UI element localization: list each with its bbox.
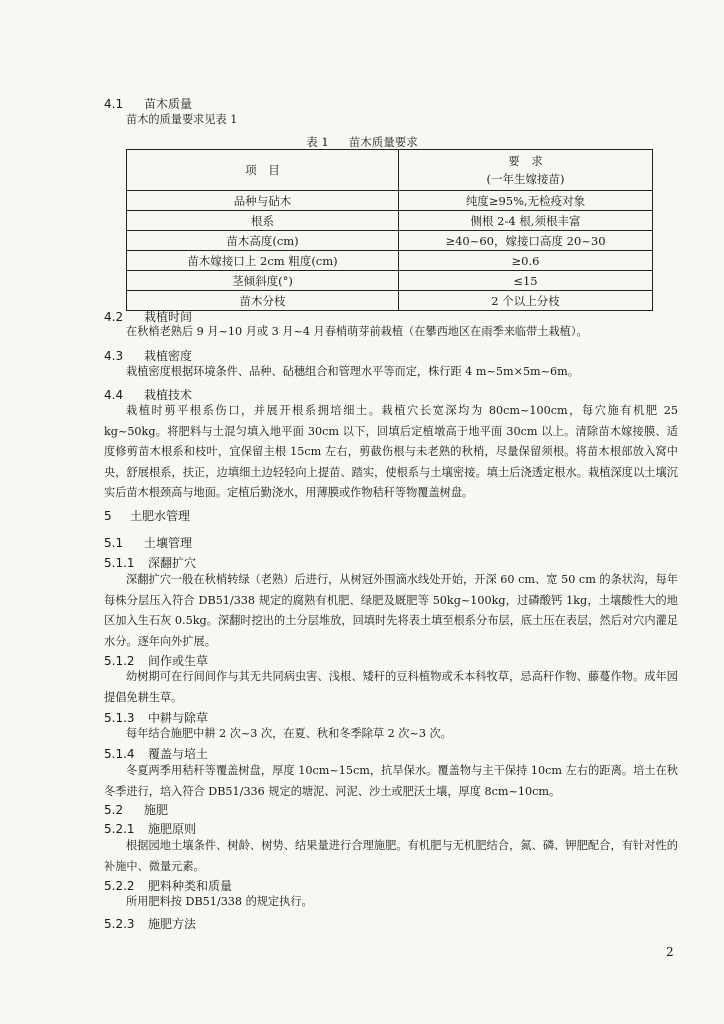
heading-5-1-1: 5.1.1 深翻扩穴 [104,556,197,570]
table-header-row [127,150,653,191]
paragraph-5-2-1: 根据园地土壤条件、树龄、树势、结果量进行合理施肥。有机肥与无机肥结合，氮、磷、钾肥配合，有针对性的补施中、微量元素。 [104,839,678,873]
table-row: 苗木高度(cm) ≥40~60，嫁接口高度 20~30 [127,231,653,251]
heading-5-1-2: 5.1.2 间作或生草 [104,654,209,668]
paragraph-5-1-1: 深翻扩穴一般在秋梢转绿（老熟）后进行，从树冠外围滴水线处开始，开深 60 cm、宽 50 cm 的条状沟，每年每株分层压入符合 DB51/338 规定的腐熟有机肥、绿肥及厩肥等 50kg~100kg，过磷酸钙 1kg，土壤酸性大的地区加入生石灰 0.5kg。深翻时挖出的土分层堆放，回填时先将表土填至根系分布层，底土压在表层，然后对穴内灌足水分。逐年向外扩展。 [104,573,678,648]
page-number: 2 [666,945,674,959]
paragraph-5-2-2: 所用肥料按 DB51/338 的规定执行。 [126,895,313,908]
table-row: 品种与砧木 纯度≥95%,无检疫对象 [127,191,653,211]
heading-5: 5 土肥水管理 [104,509,191,523]
seedling-quality-table [126,149,653,311]
paragraph-5-1-2: 幼树期可在行间间作与其无共同病虫害、浅根、矮秆的豆科植物或禾本科牧草，忌高秆作物、藤蔓作物。成年园提倡免耕生草。 [104,670,678,704]
heading-5-1: 5.1 土壤管理 [104,536,193,550]
heading-4-3: 4.3 栽植密度 [104,349,193,363]
heading-5-1-4: 5.1.4 覆盖与培土 [104,747,209,761]
heading-4-1: 4.1 苗木质量 [104,97,193,111]
paragraph-4-2: 在秋梢老熟后 9 月~10 月或 3 月~4 月春梢萌芽前栽植（在攀西地区在雨季来临带土栽植）。 [126,325,588,338]
heading-5-1-3: 5.1.3 中耕与除草 [104,711,209,725]
table-row: 苗木嫁接口上 2cm 粗度(cm) ≥0.6 [127,251,653,271]
table-row: 茎倾斜度(°) ≤15 [127,271,653,291]
table-caption: 表 1 苗木质量要求 [306,135,418,149]
heading-5-2-1: 5.2.1 施肥原则 [104,822,197,836]
header-requirement: 要 求 (一年生嫁接苗) [399,150,653,191]
paragraph-4-3: 栽植密度根据环境条件、品种、砧穗组合和管理水平等而定，株行距 4 m~5m×5m~6m。 [126,365,579,378]
paragraph-4-4: 栽植时剪平根系伤口，并展开根系拥培细土。栽植穴长宽深均为 80cm~100cm，每穴施有机肥 25 kg~50kg。将肥料与土混匀填入地平面 30cm 以下，回填后定植墩高于地平面 30cm 以上。清除苗木嫁接膜、适度修剪苗木根系和枝叶，宜保留主根 15cm 左右，剪截伤根与未老熟的秋梢，尽量保留须根。将苗木根部放入窝中央，舒展根系，扶正，边填细土边轻轻向上提苗、踏实，使根系与土壤密接。填土后浇透定根水。栽植深度以土壤沉实后苗木根颈高与地面。定植后勤浇水，用薄膜或作物秸秆等物覆盖树盘。 [104,404,678,499]
heading-4-4: 4.4 栽植技术 [104,388,193,402]
table-row: 根系 侧根 2-4 根,须根丰富 [127,211,653,231]
heading-4-2: 4.2 栽植时间 [104,310,193,324]
paragraph-5-1-4: 冬夏两季用秸秆等覆盖树盘，厚度 10cm~15cm，抗旱保水。覆盖物与主干保持 10cm 左右的距离。培土在秋冬季进行，培入符合 DB51/336 规定的塘泥、河泥、沙土或肥沃土壤，厚度 8cm~10cm。 [104,764,678,798]
paragraph-5-1-3: 每年结合施肥中耕 2 次~3 次，在夏、秋和冬季除草 2 次~3 次。 [126,727,452,740]
table-row: 苗木分枝 2 个以上分枝 [127,291,653,311]
heading-5-2-3: 5.2.3 施肥方法 [104,917,197,931]
heading-5-2: 5.2 施肥 [104,803,169,817]
heading-5-2-2: 5.2.2 肥料种类和质量 [104,879,233,893]
paragraph-4-1: 苗木的质量要求见表 1 [126,113,238,126]
header-item: 项 目 [127,150,399,191]
